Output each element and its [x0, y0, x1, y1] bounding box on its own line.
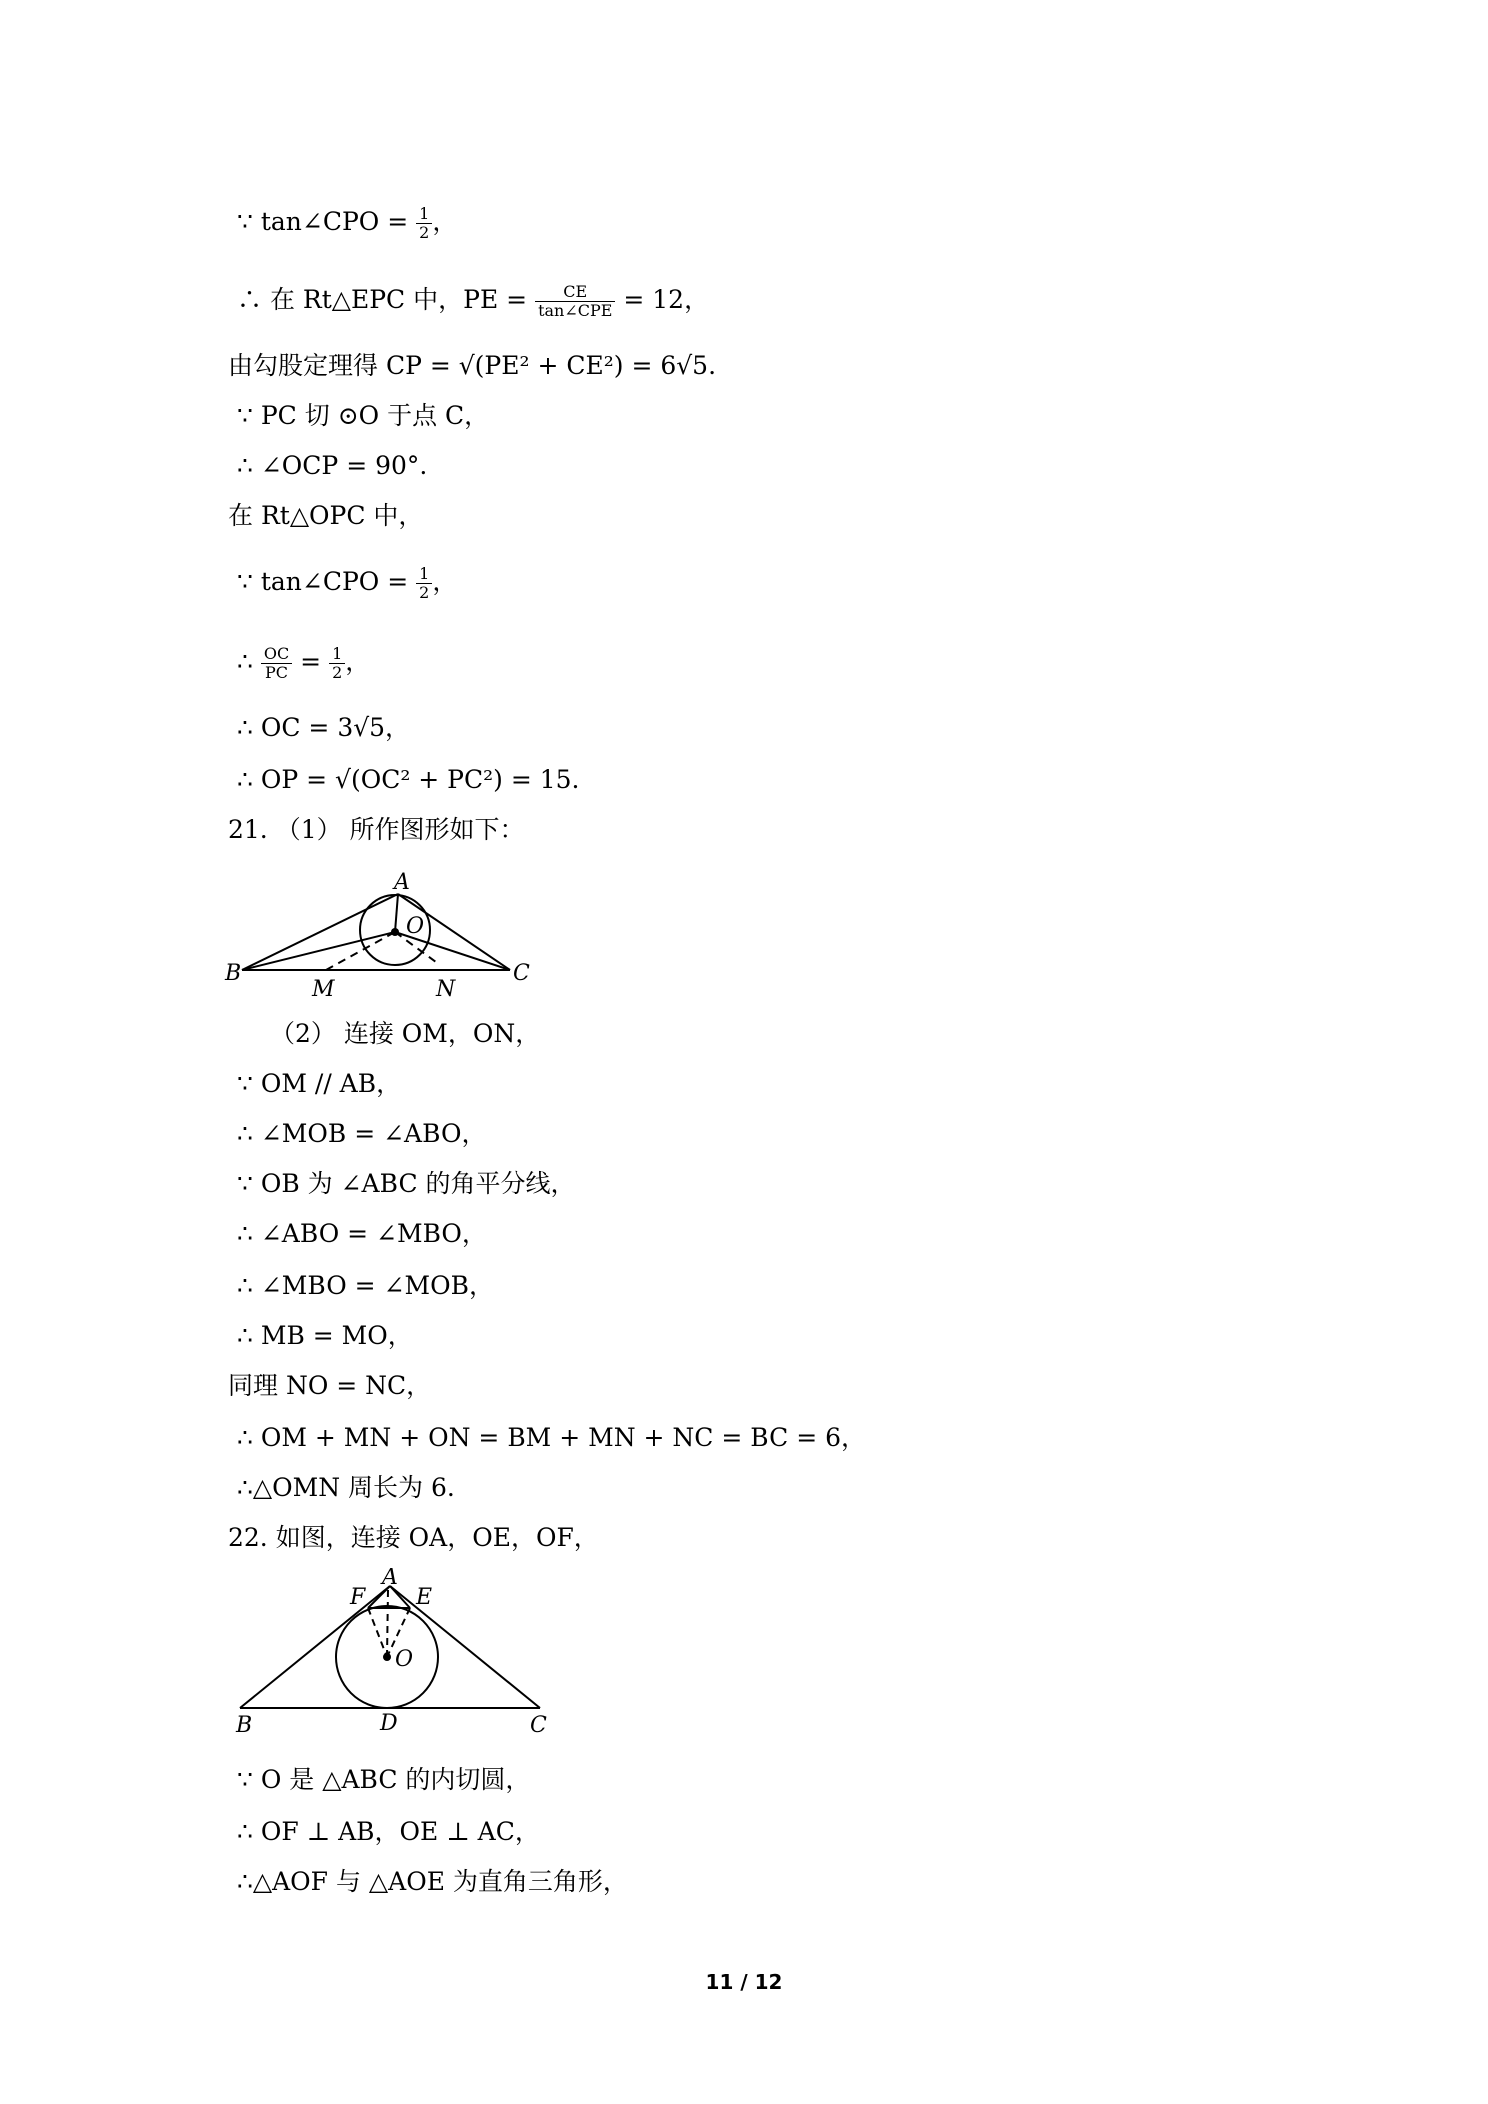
- solution-line: 由勾股定理得 CP = √(PE² + CE²) = 6√5.: [228, 351, 717, 380]
- solution-line: ∴ ∠MBO = ∠MOB，: [237, 1271, 494, 1300]
- bisector-BO: [242, 932, 395, 970]
- solution-line: ∴ OP = √(OC² + PC²) = 15.: [237, 765, 580, 794]
- solution-line: ∴△OMN 周长为 6.: [237, 1473, 455, 1502]
- solution-line: ∴ OF ⊥ AB，OE ⊥ AC，: [237, 1817, 540, 1846]
- solution-line: ∴ ∠MOB = ∠ABO，: [237, 1119, 487, 1148]
- solution-line: ∴△AOF 与 △AOE 为直角三角形，: [237, 1867, 628, 1896]
- fraction: $\frac{CE}{\text{tan∠CPE}}$: [535, 283, 615, 320]
- solution-line: ∵ tan∠CPO = $\frac{1}{2}$ ，: [237, 564, 458, 602]
- solution-line: ∴ ∠ABO = ∠MBO，: [237, 1219, 487, 1248]
- page-number: 11 / 12: [705, 1970, 783, 1994]
- figure-triangle-incircle-1: [220, 860, 540, 1000]
- label-O: O: [406, 914, 425, 939]
- solution-line: 同理 NO = NC，: [228, 1371, 432, 1400]
- fraction: $\frac{OC}{PC}$: [261, 645, 292, 682]
- segment-AB: [240, 1586, 390, 1708]
- solution-line: ∵ PC 切 ⊙O 于点 C，: [237, 401, 490, 430]
- center-point: [391, 928, 399, 936]
- solution-line: ∵ O 是 △ABC 的内切圆，: [237, 1765, 531, 1794]
- fraction: $\frac{1}{2}$: [416, 565, 432, 602]
- solution-line: ∴ OC = 3√5，: [237, 713, 411, 742]
- solution-line: ∵ tan∠CPO = $\frac{1}{2}$ ，: [237, 204, 458, 242]
- label-A: A: [382, 1568, 398, 1590]
- bisector-AO: [395, 894, 398, 932]
- label-M: M: [312, 977, 335, 1000]
- solution-line: ∵ OB 为 ∠ABC 的角平分线，: [237, 1169, 576, 1198]
- label-F: F: [350, 1585, 366, 1610]
- solution-line: ∵ OM // AB，: [237, 1069, 402, 1098]
- center-point: [383, 1653, 391, 1661]
- label-E: E: [416, 1585, 433, 1610]
- label-B: B: [236, 1713, 253, 1738]
- solution-line: ∴ OM + MN + ON = BM + MN + NC = BC = 6，: [237, 1423, 866, 1452]
- figure-triangle-incircle-2: [220, 1568, 560, 1738]
- fraction: $\frac{1}{2}$: [329, 645, 345, 682]
- fraction: $\frac{1}{2}$: [416, 205, 432, 242]
- solution-line: ∴ 在 Rt△EPC 中，PE = $\frac{CE}{\text{tan∠CPE}}$ = 12，: [237, 282, 710, 320]
- problem-heading: 21. （1） 所作图形如下：: [228, 815, 525, 844]
- label-D: D: [380, 1711, 398, 1736]
- label-B: B: [225, 961, 242, 986]
- solution-line: ∴ ∠OCP = 90°.: [237, 451, 428, 480]
- solution-line: ∴ $\frac{OC}{PC}$ = $\frac{1}{2}$ ，: [237, 644, 371, 682]
- solution-line: （2） 连接 OM，ON，: [270, 1019, 541, 1048]
- problem-heading: 22. 如图，连接 OA，OE，OF，: [228, 1523, 599, 1552]
- segment-OA: [387, 1590, 388, 1657]
- label-A: A: [394, 870, 410, 895]
- solution-line: 在 Rt△OPC 中，: [228, 501, 424, 530]
- label-N: N: [436, 977, 456, 1000]
- solution-line: ∴ MB = MO，: [237, 1321, 413, 1350]
- label-C: C: [513, 961, 530, 986]
- label-C: C: [530, 1713, 547, 1738]
- label-O: O: [395, 1647, 414, 1672]
- segment-OF: [368, 1608, 387, 1657]
